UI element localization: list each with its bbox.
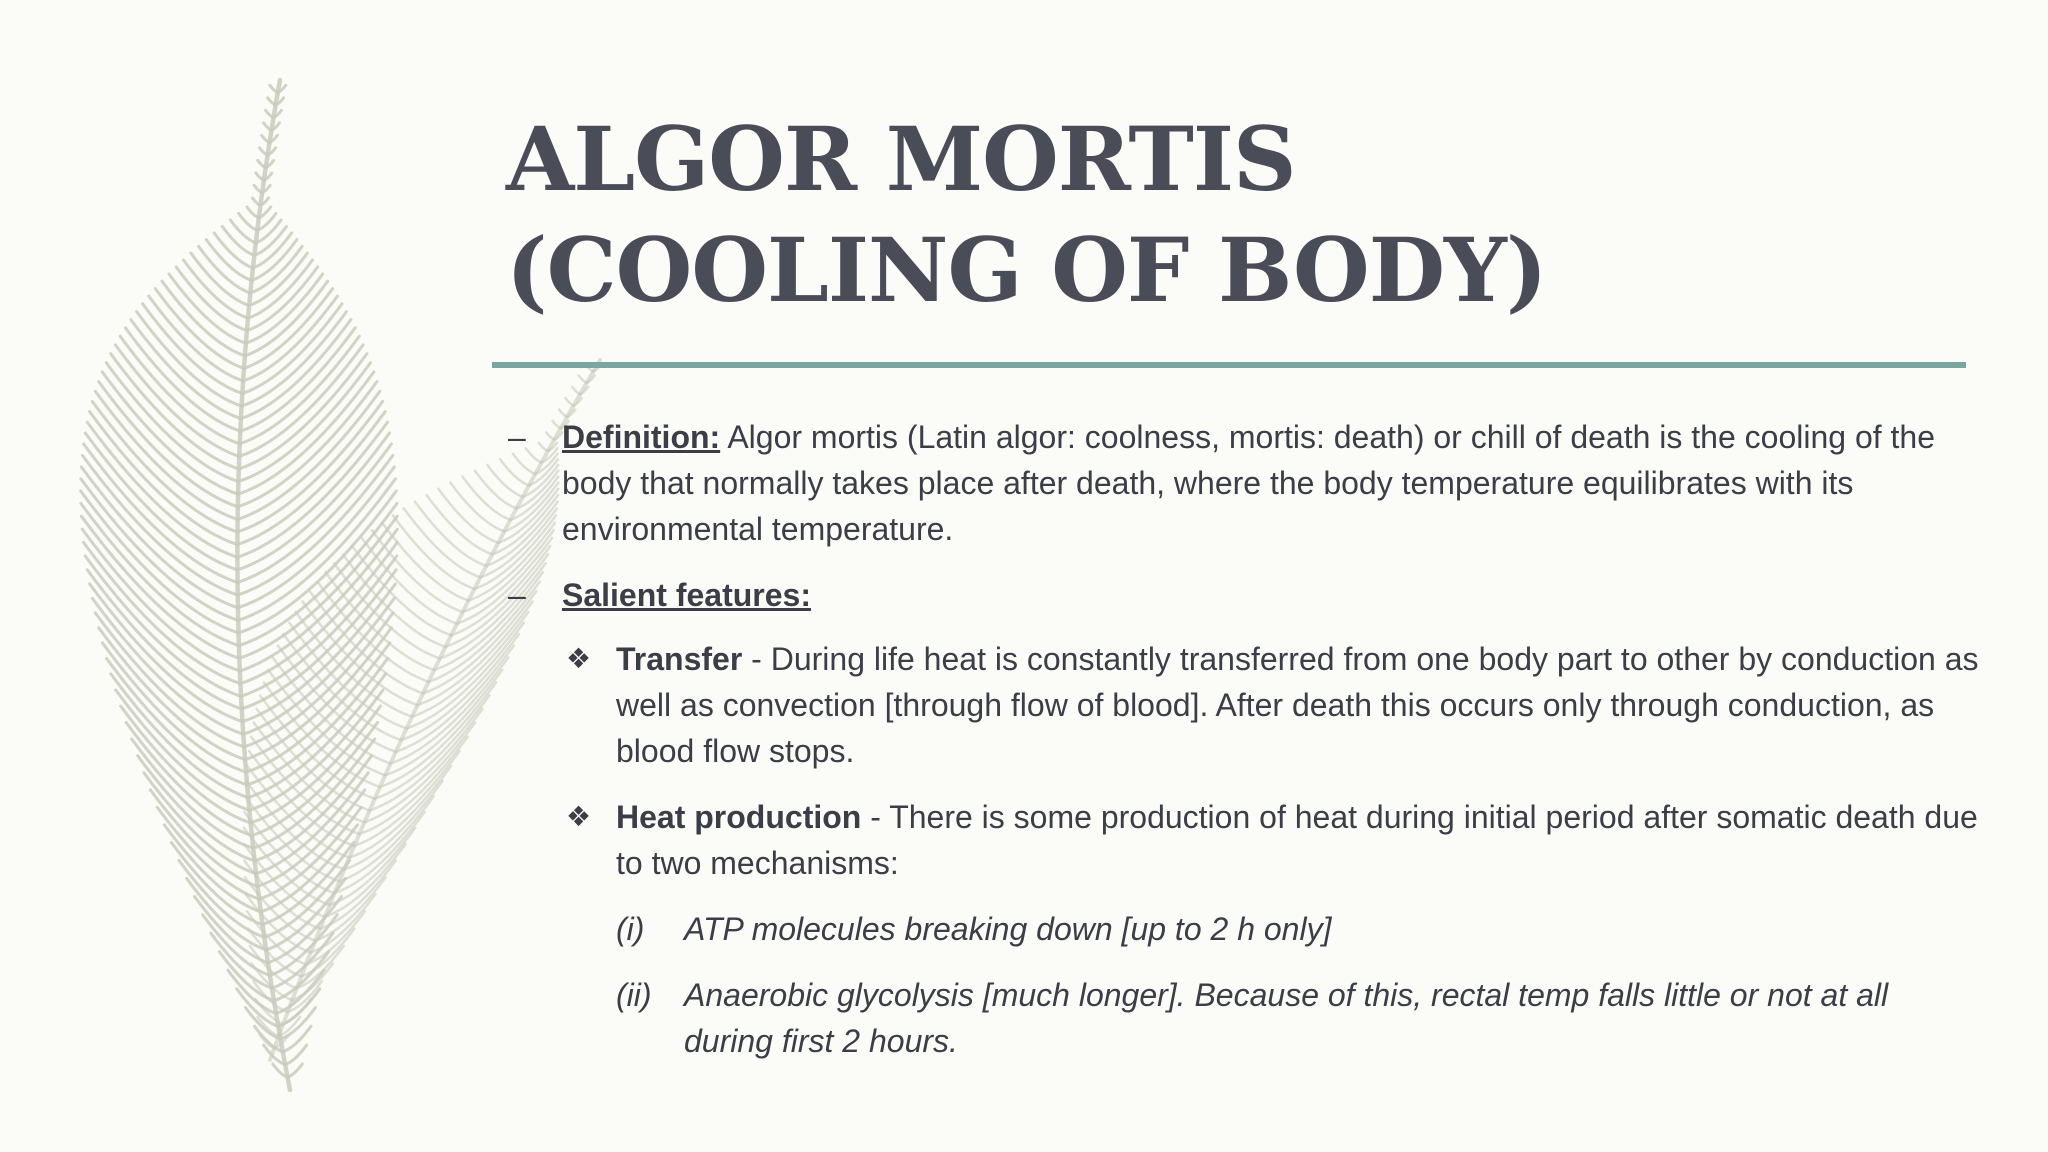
mechanism-text: Anaerobic glycolysis [much longer]. Because of this, rectal temp falls little or not at all during first 2 hours. xyxy=(684,977,1889,1059)
mechanism-item-1 xyxy=(504,906,1984,952)
slide-title xyxy=(506,104,1906,326)
mechanism-text: ATP molecules breaking down [up to 2 h only] xyxy=(684,911,1332,947)
diamond-bullet-icon: ❖ xyxy=(566,643,592,674)
title-line-1: ALGOR MORTIS xyxy=(506,107,1296,211)
feature-text: - There is some production of heat during initial period after somatic death due to two mechanisms: xyxy=(616,799,1978,881)
salient-features-label: Salient features: xyxy=(562,577,811,613)
feature-text: - During life heat is constantly transferred from one body part to other by conduction as well as convection [through flow of blood]. After death this occurs only through conduction, as blood flow stops. xyxy=(616,641,1979,769)
slide-body xyxy=(504,414,1984,1084)
feature-heat-production xyxy=(504,794,1984,886)
definition-label: Definition: xyxy=(562,419,721,455)
mechanism-item-2 xyxy=(504,972,1984,1064)
diamond-bullet-icon: ❖ xyxy=(566,801,592,832)
dash-bullet: – xyxy=(508,419,526,455)
salient-features-item xyxy=(504,572,1984,618)
feature-term: Transfer xyxy=(616,641,743,677)
feature-term: Heat production xyxy=(616,799,862,835)
mechanism-marker: (ii) xyxy=(616,977,652,1013)
title-line-2: (COOLING OF BODY) xyxy=(506,218,1547,322)
definition-item xyxy=(504,414,1984,552)
feature-transfer xyxy=(504,636,1984,774)
mechanism-marker: (i) xyxy=(616,911,645,947)
dash-bullet: – xyxy=(508,577,526,613)
definition-text: Algor mortis (Latin algor: coolness, mortis: death) or chill of death is the cooling of the body that normally takes place after death, where the body temperature equilibrates with its environmental temperature. xyxy=(562,419,1936,547)
title-divider xyxy=(492,362,1966,368)
